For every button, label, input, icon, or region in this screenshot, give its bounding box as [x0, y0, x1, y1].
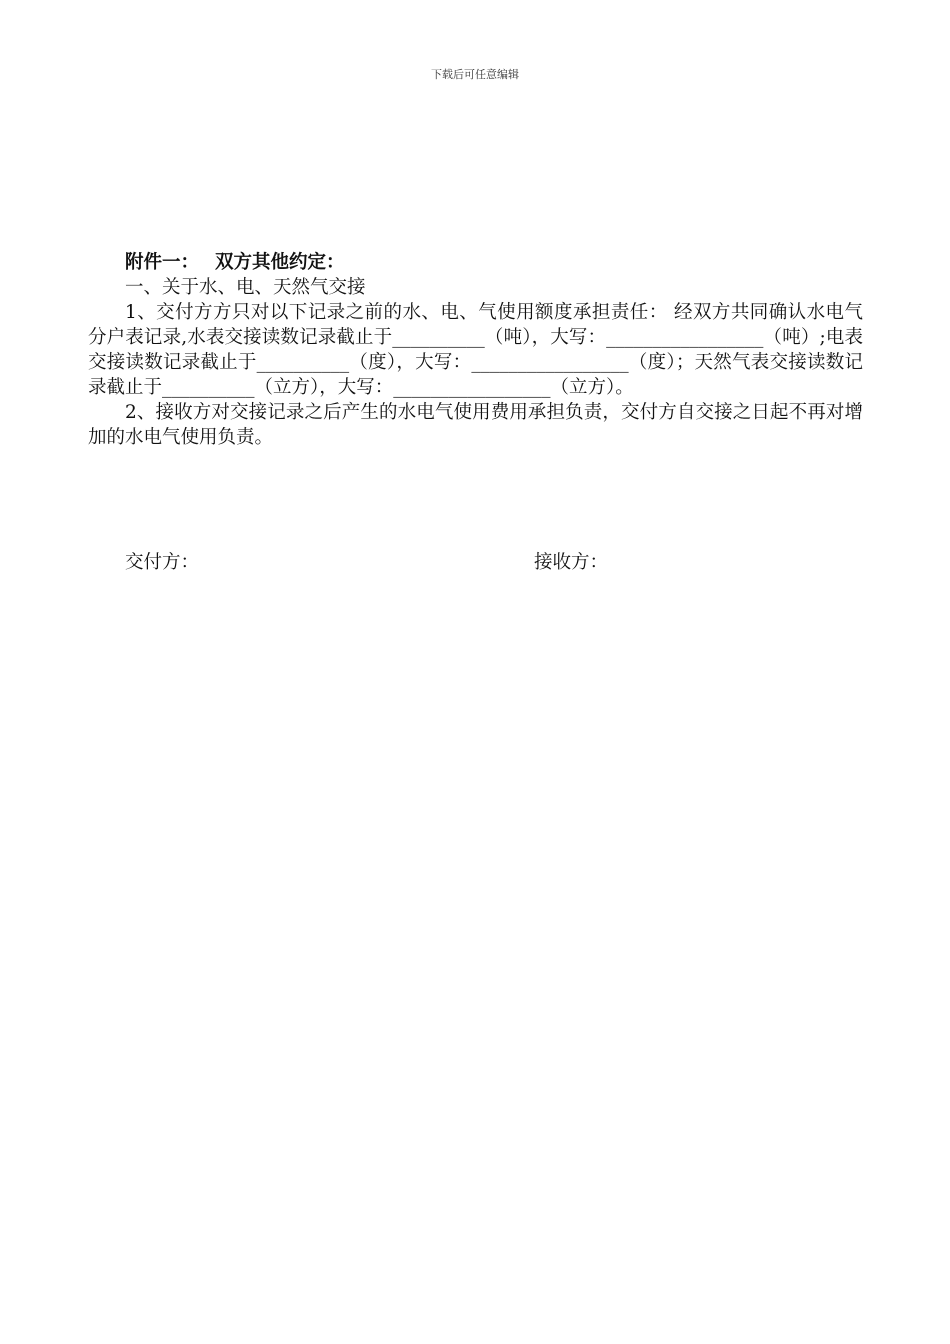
deliverer-signature-label: 交付方：: [125, 552, 200, 573]
attachment-title: [88, 250, 863, 275]
attachment-subject: 双方其他约定：: [215, 252, 345, 273]
document-body: [88, 250, 863, 450]
header-note: 下载后可任意编辑: [431, 68, 519, 81]
clause-1: 1、交付方方只对以下记录之前的水、电、气使用额度承担责任： 经双方共同确认水电气分户表记录,水表交接读数记录截止于__________（吨），大写：_________________（吨）;电表交接读数记录截止于__________（度），大写：_________________（度）；天然气表交接读数记录截止于__________（立方），大写：_________________（立方）。: [88, 302, 863, 398]
attachment-label: 附件一：: [125, 252, 200, 273]
clause-2: 2、接收方对交接记录之后产生的水电气使用费用承担负责，交付方自交接之日起不再对增加的水电气使用负责。: [88, 402, 863, 448]
receiver-signature-label: 接收方：: [534, 552, 609, 573]
section-heading: 一、关于水、电、天然气交接: [125, 277, 366, 298]
